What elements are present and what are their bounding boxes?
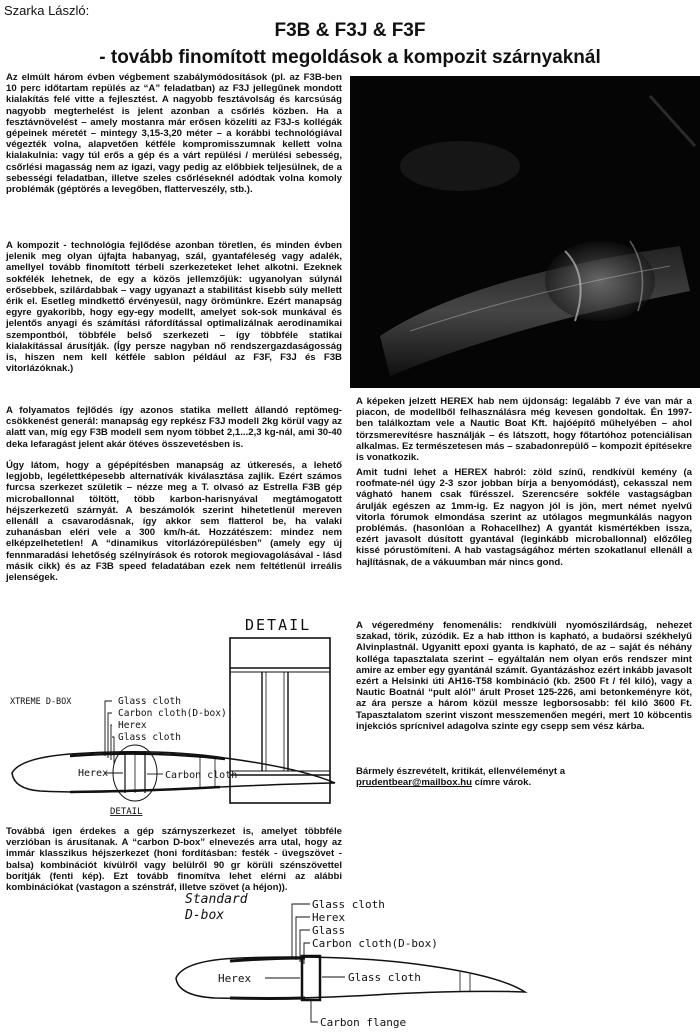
right-paragraph-2: Amit tudni lehet a HEREX habról: zöld színű, rendkívül kemény (a roofmate-nél úgy 2-3 szor jobban bírja a benyomódást), cekasszal nem vágható hanem csak fűrésszel. Szerencsére sokféle vastagságban árulják egészen az 1mm-ig. Ez nagyon jól is jön, mert német nyelvű vitorla fórumok elmondása szerint az utólagos megmunkálás nagyon problémás. (hasonlóan a Rohacellhez) A gyantát kismértékben issza, ezért javasolt dúsított gyantával (leginkább microballonnal) előzőleg kissé pórustömíteni. A hab vastagságához mérten szokatlanul ellenáll a hajlításnak, de a vákuumban már nincs gond. [356,467,692,568]
left-paragraph-5: Továbbá igen érdekes a gép szárnyszerkezet is, amelyet többféle verzióban is árusítanak. A “carbon D-box” elnevezés arra utal, hogy az immár klasszikus héjszerkezet (honi fordításban: festék - üvegszövet - balsa) kombinációt kívülről vagy belülről 90 gr körüli szénszövettel borítják (fenti kép). Ezt tovább finomítva lehet elérni az alábbi kombinációkat (vastagon a szénstráf, illetve szövet (a héjon)). [6,826,342,894]
standard-dbox-figure [170,888,530,1033]
right-paragraph-1: A képeken jelzett HEREX hab nem újdonság: legalább 7 éve van már a piacon, de modellből felhasználásra még kevesen gondoltak. Én 1997-ben találkoztam vele a Nautic Boat Kft. hajóépítő műhelyében – ahol törzsmerevítésre használják – és látszott, hogy főtartóhoz potenciálisan alkalmas. Ez természetesen más – szabadonrepülő – kompozit építésekre is vonatkozik. [356,396,692,464]
left-paragraph-4: Úgy látom, hogy a gépépítésben manapság az útkeresés, a lehető legjobb, legélettképesebb alternatívák kiválasztása zajlik. Ezért számos furcsa szerkezet születik – nézze meg a T. olvasó az Estrella F3B gép microballonnal töltött, több karbon-harisnyával megtámogatott héjszerkezetű szárnyát. A beszámolók szerint hihetetlenül mereven ellenáll a csavarodásnak, így akkor sem flatterol be, ha valaki zuhanásban eléri vele a 300 km/h-át. Hozzátészem: mindez nem elképzelhetetlen! A “dinamikus vitorlázórepülésben” (amely egy új fennmaradási lehetőség szélnyírások és rotorok megiovagolásával - lásd másik cikk) és az F3B speed feladatában ezek nem feltétlenül irreális jelenségek. [6,460,342,584]
carbon-flange-label: Carbon flange [320,1016,407,1029]
contact-text: Bármely észrevételt, kritikát, ellenvéleményt a [356,766,566,777]
article-title: F3B & F3J & F3F [274,20,426,41]
detail-box [230,638,330,803]
contact-email-link[interactable]: prudentbear@mailbox.hu [356,777,472,789]
xtreme-dbox-label: XTREME D-BOX [10,697,72,707]
detail-bottom-label: DETAIL [110,807,143,817]
carbon-cloth-label: Carbon cloth(D-box) [118,708,227,719]
wing-carbon-label: Carbon cloth [165,770,238,781]
right-paragraph-4 [356,766,692,788]
std-glass-cloth-label: Glass cloth [312,898,385,911]
wing-herex-label: Herex [78,768,109,779]
wing-photo [350,76,700,388]
glass-cloth-label-2: Glass cloth [118,732,181,743]
author-name: Szarka László: [4,3,90,18]
std-wing-glass-label: Glass cloth [348,971,421,984]
contact-text-end: címre várok. [471,777,532,789]
standard-dbox-title-2: D-box [185,908,225,923]
glass-cloth-label-1: Glass cloth [118,696,181,707]
detail-title: DETAIL [245,616,312,634]
wing-photo-graphic [350,76,700,388]
standard-dbox-title-1: Standard [185,892,248,907]
std-wing-herex-label: Herex [218,972,252,985]
xtreme-dbox-figure [0,608,345,823]
left-paragraph-2: A kompozit - technológia fejlődése azonban töretlen, és minden évben jelenik meg olyan újfajta habanyag, szál, gyantaféleség vagy adalék, amellyel tovább finomított térbeli szerkezeteket lehet alkotni. Ezeknek sokfélék lehetnek, de egy a közös jellemzőjük: ugyanolyan súlynál erősebbek, szilárdabbak – vagy ugyanazt a stabilitást kisebb súly mellett érik el. Esetleg mindkettő érvényesül, nagy örömünkre. Ezért manapság egyre gyakoribb, hogy egy-egy modellt, amelyet sok-sok munkával és jelentős anyagi és számítási ráfordítással optimalizálnak aerodinamikai szempontból, többféle belső szerkezeti – így többféle statikai kialakítással árusítják. (Így persze nagyban nő rendszergazdaságosság is, hiszen nem kell kétféle sablon például az F3F, F3J és F3B vitorlázóknak.) [6,240,342,375]
left-paragraph-1: Az elmúlt három évben végbement szabálymódosítások (pl. az F3B-ben 10 perc időtartam repülés az “A” feladatban) az F3J jellegűnek mondott kialakítás felé vitte a fejlesztést. A nagyobb fesztávolság és karcsúság nagyobb megterhelést is jelent azonban a csőrlés közben. Ha a fesztávnövelést – amely mostanra már erősen közelíti az F3J-s kollégák gépeinek méretét – mintegy 3,15-3,20 méter – a korábbi technológiával végezték volna, alapvetően kétféle kompromisszumnak kellett volna kialakulnia: vagy túl erős a gép és a várt repülési / merülési sebesség, csőrlési magasság nem az igazi, vagy pedig az előbbiek teljesülnek, de a sebességi feladatban, illetve szeles csőrléseknél adódtak volna komoly problémák (géptörés a levegőben, flatterveszély, stb.). [6,72,342,196]
std-carbon-cloth-label: Carbon cloth(D-box) [312,937,438,950]
herex-label: Herex [118,720,147,731]
left-paragraph-3: A folyamatos fejlődés így azonos statika mellett állandó reptömeg-csökkenést generál: manapság egy repkész F3J modell 2kg körül vagy az alatt van, míg egy F3B modell sem nyom többet 2,1...2,3 kg-nál, ami 30-40 deka lefaragást jelent akár ötéves összevetésben is. [6,405,342,450]
right-paragraph-3: A végeredmény fenomenális: rendkívüli nyomószilárdság, nehezet szakad, törik, zúzódik. Ez a hab itthon is kapható, a budaörsi székhelyű Alvinplastnál. Ugyanitt epoxi gyanta is kapható, de az – saját és néhány kolléga tapasztalata szerint – egyáltalán nem olyan erős rendszer mint amire az ember egy gyantánál számít. Gyantázáshoz ezért inkább javasolt ezért a Helsinki úti AH16-T58 kombináció (kb. 2500 Ft / fél kiló), vagy a Nautic Boatnál “pult alól” árult Proset 125-226, ami betonkeményre köt, az ára persze a három közül messze legborsosabb: fél kiló 3600 Ft. Tapasztalatom szerint viszont messzemenően megéri, mert 10 köbcentis injekciós sprícnivel adagolva szinte egy csepp sem vész kárba. [356,620,692,732]
article-subtitle: - tovább finomított megoldások a kompozit szárnyaknál [99,47,601,68]
std-glass-label: Glass [312,924,346,937]
std-herex-label: Herex [312,911,346,924]
